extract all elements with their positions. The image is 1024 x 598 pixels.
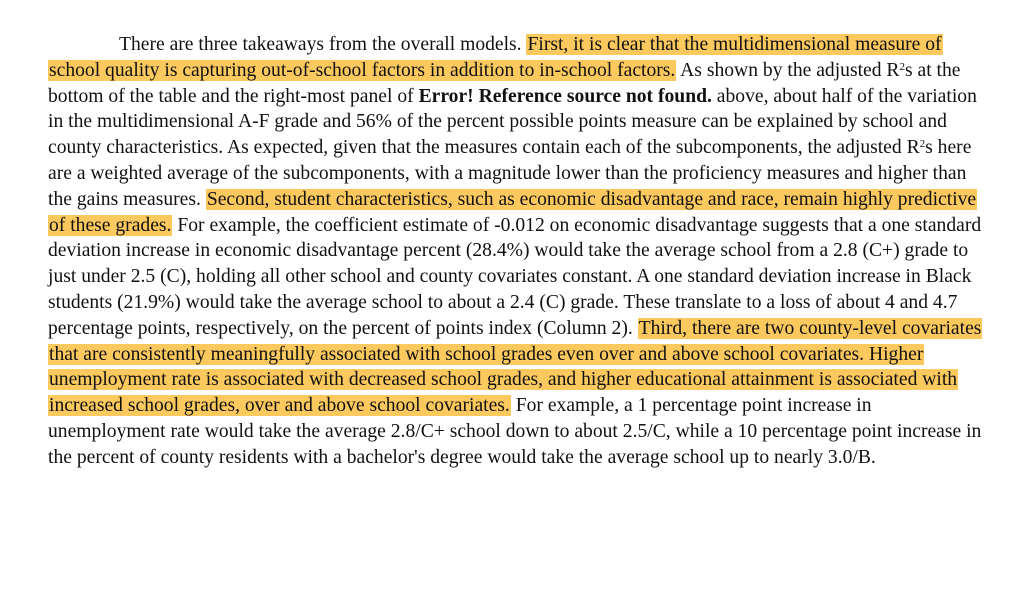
- variation-text: above, about half of the variation in the multidimensional A-F grade and 56% of the percent possible points measure can be explained by school and county characteristics. As expected, given that the measures contain each of the subcomponents, the adjusted R: [48, 85, 977, 159]
- body-paragraph: [48, 32, 988, 471]
- weighted-average-text: s here are a weighted average of the subcomponents, with a magnitude lower than the proficiency measures and higher than the gains measures.: [48, 137, 972, 210]
- error-reference-field[interactable]: Error! Reference source not found.: [418, 85, 712, 107]
- highlight-first-takeaway[interactable]: First, it is clear that the multidimensional measure of school quality is capturing out-of-school factors in addition to in-school factors.: [49, 34, 942, 81]
- highlight-third-takeaway[interactable]: Third, there are two county-level covariates that are consistently meaningfully associated with school grades even over and above school covariates. Higher unemployment rate is associated with decreased school grades, and higher educational attainment is associated with increased school grades, over and above school covariates.: [49, 317, 982, 417]
- panel-reference-text: s at the bottom of the table and the right-most panel of: [48, 59, 961, 107]
- example-unemployment-text: For example, a 1 percentage point increase in unemployment rate would take the average 2.8/C+ school down to about 2.5/C, while a 10 percentage point increase in the percent of county residents with a bachelor's degree would take the average school up to nearly 3.0/B.: [48, 395, 982, 468]
- intro-sentence: There are three takeaways from the overall models.: [119, 34, 522, 55]
- highlight-second-takeaway[interactable]: Second, student characteristics, such as economic disadvantage and race, remain highly predictive of these grades.: [49, 188, 977, 236]
- document-page: [48, 32, 988, 471]
- superscript-2b: 2: [919, 138, 926, 151]
- adjusted-r2-text: As shown by the adjusted R: [680, 59, 900, 81]
- superscript-2: 2: [899, 60, 905, 73]
- example-coefficients-text: For example, the coefficient estimate of -0.012 on economic disadvantage suggests that a one standard deviation increase in economic disadvantage percent (28.4%) would take the average school from a 2.8 (C+) grade to just under 2.5 (C), holding all other school and county covariates constant. A one standard deviation increase in Black students (21.9%) would take the average school to about a 2.4 (C) grade. These translate to a loss of about 4 and 4.7 percentage points, respectively, on the percent of points index (Column 2).: [48, 214, 982, 339]
